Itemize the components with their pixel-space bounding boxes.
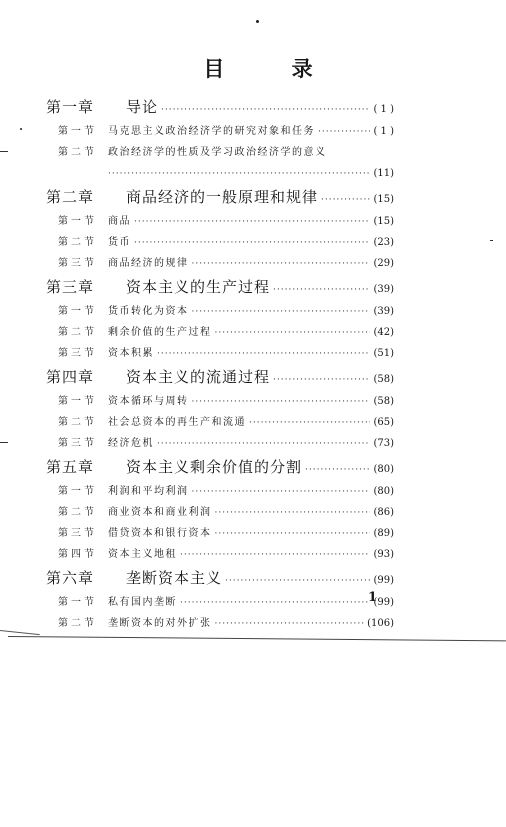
page-title: 目 录	[203, 56, 343, 81]
section-title: 货币	[108, 237, 131, 248]
chapter-title: 垄断资本主义	[126, 569, 223, 587]
leader-dots	[321, 187, 370, 214]
section-title: 利润和平均利润	[108, 486, 189, 497]
toc-section[interactable]	[46, 544, 394, 565]
toc-section[interactable]	[46, 343, 394, 364]
page-number: (51)	[373, 348, 394, 359]
toc-section[interactable]	[46, 211, 394, 232]
leader-dots	[192, 392, 371, 413]
leader-dots	[225, 568, 370, 595]
scan-mark	[490, 240, 493, 241]
page-number: ( 1 )	[373, 104, 394, 115]
toc-chapter[interactable]	[46, 565, 394, 592]
page-number: (86)	[373, 507, 394, 518]
section-title: 垄断资本的对外扩张	[108, 618, 212, 629]
chapter-title: 资本主义的生产过程	[126, 278, 271, 296]
section-title: 经济危机	[108, 438, 154, 449]
leader-dots	[215, 614, 365, 635]
page-number: (39)	[373, 284, 394, 295]
page-edge-line	[8, 636, 506, 641]
scan-mark	[0, 151, 8, 152]
page-number: (99)	[373, 597, 394, 608]
page-number: (42)	[373, 327, 394, 338]
section-title: 政治经济学的性质及学习政治经济学的意义	[108, 147, 327, 158]
section-title: 借贷资本和银行资本	[108, 528, 212, 539]
section-number: 第一节	[58, 486, 97, 497]
section-title: 剩余价值的生产过程	[108, 327, 212, 338]
chapter-number: 第一章	[46, 98, 95, 116]
page-number: (93)	[373, 549, 394, 560]
section-number: 第二节	[58, 417, 97, 428]
leader-dots	[180, 593, 370, 614]
scan-mark	[0, 442, 8, 443]
section-title: 马克思主义政治经济学的研究对象和任务	[108, 126, 315, 137]
toc-chapter[interactable]	[46, 184, 394, 211]
section-number: 第三节	[58, 438, 97, 449]
toc-section[interactable]	[46, 433, 394, 454]
scan-speck	[20, 128, 22, 130]
leader-dots	[215, 323, 371, 344]
toc-section[interactable]	[46, 301, 394, 322]
toc-section[interactable]	[46, 502, 394, 523]
leader-dots	[180, 545, 370, 566]
leader-dots	[318, 122, 370, 143]
table-of-contents	[46, 94, 394, 634]
toc-section-continuation	[46, 163, 394, 184]
page-number: (80)	[373, 464, 394, 475]
section-title: 商业资本和商业利润	[108, 507, 212, 518]
section-title: 私有国内垄断	[108, 597, 177, 608]
section-title: 商品经济的规律	[108, 258, 189, 269]
section-title: 货币转化为资本	[108, 306, 189, 317]
leader-dots	[215, 503, 371, 524]
scan-speck	[256, 20, 259, 23]
chapter-title: 资本主义剩余价值的分割	[126, 458, 303, 476]
page-number: (58)	[373, 374, 394, 385]
section-title: 资本循环与周转	[108, 396, 189, 407]
leader-dots	[108, 164, 370, 185]
page-number: (58)	[373, 396, 394, 407]
section-number: 第二节	[58, 237, 97, 248]
page-number: (23)	[373, 237, 394, 248]
toc-section[interactable]	[46, 592, 394, 613]
page-folio: 1	[368, 590, 378, 605]
toc-section[interactable]	[46, 481, 394, 502]
toc-chapter[interactable]	[46, 364, 394, 391]
toc-chapter[interactable]	[46, 454, 394, 481]
section-number: 第三节	[58, 348, 97, 359]
section-number: 第二节	[58, 147, 97, 158]
toc-chapter[interactable]	[46, 94, 394, 121]
leader-dots	[215, 524, 371, 545]
leader-dots	[157, 344, 370, 365]
section-number: 第一节	[58, 216, 97, 227]
leader-dots	[192, 302, 371, 323]
page-number: (73)	[373, 438, 394, 449]
toc-section[interactable]	[46, 142, 394, 163]
leader-dots	[249, 413, 370, 434]
leader-dots	[192, 482, 371, 503]
chapter-title: 资本主义的流通过程	[126, 368, 271, 386]
leader-dots	[305, 457, 370, 484]
section-number: 第一节	[58, 597, 97, 608]
leader-dots	[134, 212, 370, 233]
page-number: (11)	[373, 168, 394, 179]
toc-section[interactable]	[46, 121, 394, 142]
section-number: 第二节	[58, 327, 97, 338]
section-title: 社会总资本的再生产和流通	[108, 417, 246, 428]
toc-section[interactable]	[46, 232, 394, 253]
page-number: (65)	[373, 417, 394, 428]
toc-chapter[interactable]	[46, 274, 394, 301]
page-number: (89)	[373, 528, 394, 539]
section-number: 第一节	[58, 306, 97, 317]
page-number: (29)	[373, 258, 394, 269]
page-number: ( 1 )	[373, 126, 394, 137]
section-number: 第二节	[58, 507, 97, 518]
chapter-number: 第二章	[46, 188, 95, 206]
section-number: 第三节	[58, 258, 97, 269]
toc-section[interactable]	[46, 613, 394, 634]
toc-section[interactable]	[46, 253, 394, 274]
page-number: (15)	[373, 216, 394, 227]
toc-section[interactable]	[46, 322, 394, 343]
toc-section[interactable]	[46, 391, 394, 412]
leader-dots	[192, 254, 371, 275]
section-title: 商品	[108, 216, 131, 227]
leader-dots	[273, 367, 370, 394]
page-number: (99)	[373, 575, 394, 586]
chapter-title: 导论	[126, 98, 159, 116]
section-number: 第一节	[58, 126, 97, 137]
section-number: 第一节	[58, 396, 97, 407]
chapter-number: 第六章	[46, 569, 95, 587]
section-number: 第三节	[58, 528, 97, 539]
page-number: (106)	[367, 618, 394, 629]
section-number: 第四节	[58, 549, 97, 560]
section-title: 资本主义地租	[108, 549, 177, 560]
page-number: (80)	[373, 486, 394, 497]
chapter-number: 第五章	[46, 458, 95, 476]
chapter-number: 第四章	[46, 368, 95, 386]
section-number: 第二节	[58, 618, 97, 629]
page-number: (15)	[373, 194, 394, 205]
leader-dots	[157, 434, 370, 455]
page-number: (39)	[373, 306, 394, 317]
leader-dots	[273, 277, 370, 304]
section-title: 资本积累	[108, 348, 154, 359]
toc-section[interactable]	[46, 523, 394, 544]
page-edge-shadow	[0, 630, 40, 635]
toc-section[interactable]	[46, 412, 394, 433]
leader-dots	[134, 233, 370, 254]
chapter-number: 第三章	[46, 278, 95, 296]
leader-dots	[161, 97, 370, 124]
chapter-title: 商品经济的一般原理和规律	[126, 188, 319, 206]
